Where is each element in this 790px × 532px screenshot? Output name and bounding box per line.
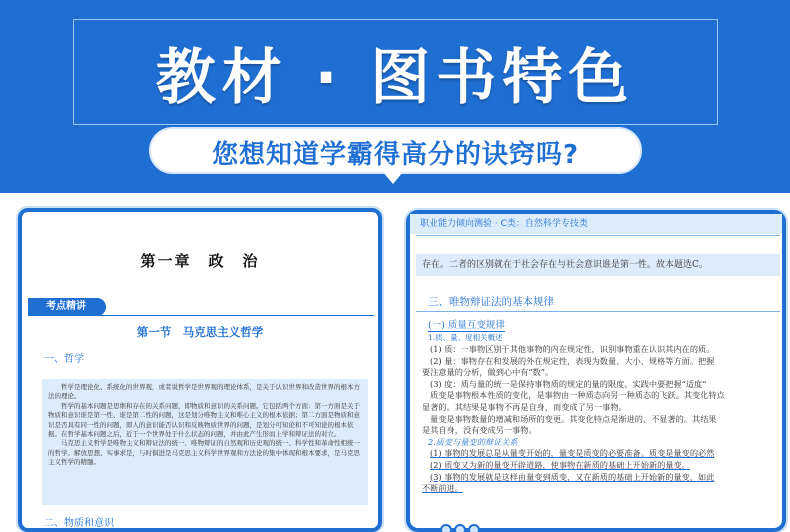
sub-heading-philosophy: 一、哲学 <box>44 354 84 365</box>
text-line: (2) 质变又为新的量变开辟道路，使事物在新质的基础上开始新的量变。 <box>430 459 690 470</box>
text-line: 不断前进。 <box>422 483 463 494</box>
right-page-sample <box>406 210 786 532</box>
sub-heading-matter: 二、物质和意识 <box>44 518 114 529</box>
header-banner <box>0 0 790 193</box>
chapter-title: 第一章 政 治 <box>140 252 260 270</box>
text-line: (2) 量：事物存在和发展的外在规定性，表现为数量、大小、规格等方面。把握 <box>430 355 715 366</box>
left-page-sample <box>18 208 382 532</box>
sub-heading: (一) 质量互变规律 <box>428 317 505 332</box>
text-line: (3) 度：质与量的统一是保持事物质的规定的量的限度。实践中要把握“适度” <box>430 378 707 389</box>
answer-line: 存在。二者的区别就在于社会存在与社会意识谁是第一性。故本题选C。 <box>416 254 780 276</box>
text-line: 2.质变与量变的辩证关系 <box>428 436 518 447</box>
text-line: 质变是事物根本性质的变化，是事物由一种质态向另一种质态的飞跃。其变化特点 <box>430 390 725 401</box>
paragraph: 马克思主义哲学是唯物主义和辩证法的统一、唯物辩证的自然观和历史观的统一、科学性和革命性相统一的哲学。解放思想、实事求是，与时俱进是马克思主义科学世界观和方法论的集中体现和根本要求，是马克思主义哲学的精髓。 <box>48 439 360 467</box>
sub-sub-heading: 1.质、量、度相关概述 <box>428 333 503 342</box>
dot-icon <box>440 524 452 532</box>
section-rule <box>416 311 780 312</box>
section-title: 第一节 马克思主义哲学 <box>136 325 264 339</box>
text-line: 显著的。其结果是事物不再是自身，而变成了另一事物。 <box>422 401 627 412</box>
body-text-block <box>42 379 368 505</box>
page-header: 职业能力倾向测验 · C类：自然科学专技类 <box>410 214 782 234</box>
section-tag: 考点精讲 <box>28 298 106 316</box>
text-line: 要注意量的分析，做到心中有“数”。 <box>422 367 554 378</box>
decorative-dots <box>440 524 480 532</box>
text-line: (1) 质：一事物区别于其他事物的内在规定性，识别事物重在认识其内在的质。 <box>430 344 715 354</box>
text-line: 是其自身，没有变成另一事物。 <box>422 425 537 436</box>
pill-pointer <box>383 172 403 184</box>
text-line: (1) 事物的发展总是从量变开始的，量变是质变的必要准备。质变是量变的必然 <box>430 448 715 459</box>
text-line: 量变是事物数量的增减和场所的变更。其变化特点是渐进的、不显著的。其结果 <box>430 413 717 424</box>
header-rule <box>416 235 780 236</box>
dot-icon <box>454 524 466 532</box>
tag-rule <box>28 315 374 316</box>
paragraph: 哲学的基本问题是思维和存在的关系问题，即物质和意识的关系问题。它包括两个方面：第一方面是关于物质和意识谁是第一性、谁是第二性的问题，这是划分唯物主义和唯心主义的根本依据；第二方面是物质和意识是否具有同一性的问题，即人的意识能否认识和反映物质世界的问题，是划分可知论和不可知论的根本依据。在哲学基本问题之后，近于一个世界处于什么状态的问题，并由此产生形而上学和辩证法的对立。 <box>48 401 360 439</box>
body-text <box>422 344 782 495</box>
paragraph: 哲学是理论化、系统化的世界观，或者说哲学是世界观的理论体系，是关于认识世界和改造世界的根本方法的理论。 <box>48 383 360 401</box>
banner-subtitle: 您想知道学霸得高分的诀窍吗? <box>211 140 580 170</box>
section-title: 三、唯物辩证法的基本规律 <box>428 296 554 308</box>
dot-icon <box>468 524 480 532</box>
text-line: (3) 事物的发展就是这样由量变到质变，又在新质的基础上开始新的量变，如此 <box>430 471 715 482</box>
banner-title: 教材 · 图书特色 <box>155 43 635 113</box>
